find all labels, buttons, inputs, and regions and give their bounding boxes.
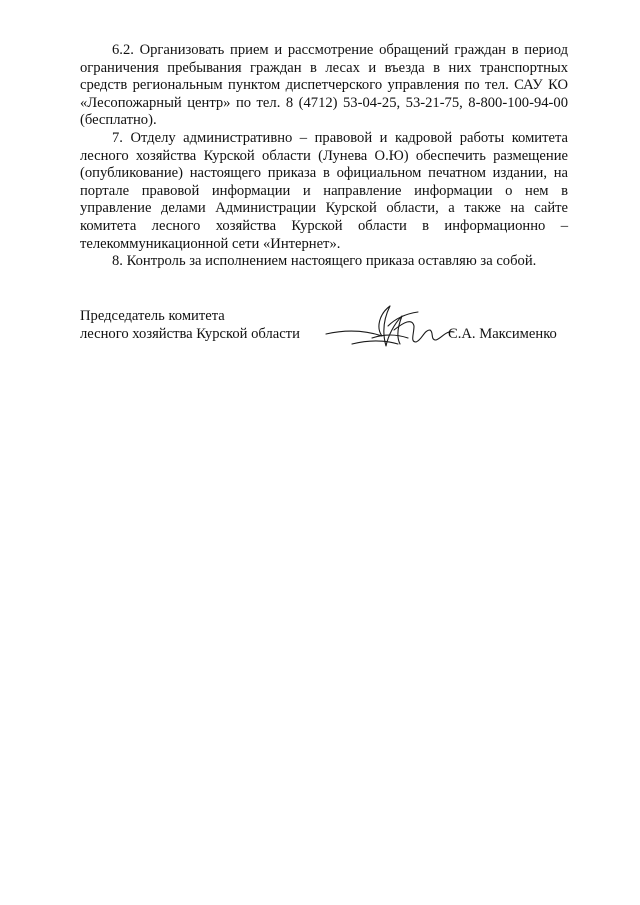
handwritten-signature [324,300,459,352]
signatory-title-line-1: Председатель комитета [80,308,225,324]
signatory-title [80,308,340,343]
signature-block [80,308,568,368]
paragraph-6-2: 6.2. Организовать прием и рассмотрение обращений граждан в период ограничения пребывания граждан в лесах и въезда в них транспортных средств региональным пунктом диспетчерского управления по тел. САУ КО «Лесопожарный центр» по тел. 8 (4712) 53-04-25, 53-21-75, 8-800-100-94-00 (бесплатно). [80,42,568,129]
signatory-title-line-2: лесного хозяйства Курской области [80,325,300,342]
paragraph-8: 8. Контроль за исполнением настоящего приказа оставляю за собой. [112,253,537,270]
document-body [80,42,568,271]
signatory-name: С.А. Максименко [448,325,557,342]
paragraph-7: 7. Отделу административно – правовой и кадровой работы комитета лесного хозяйства Курской области (Лунева О.Ю) обеспечить размещение (опубликование) настоящего приказа в официальном печатном издании, на портале правовой информации и направление информации о нем в управление делами Администрации Курской области, а также на сайте комитета лесного хозяйства Курской области в информационно – телекоммуникационной сети «Интернет». [80,129,568,252]
